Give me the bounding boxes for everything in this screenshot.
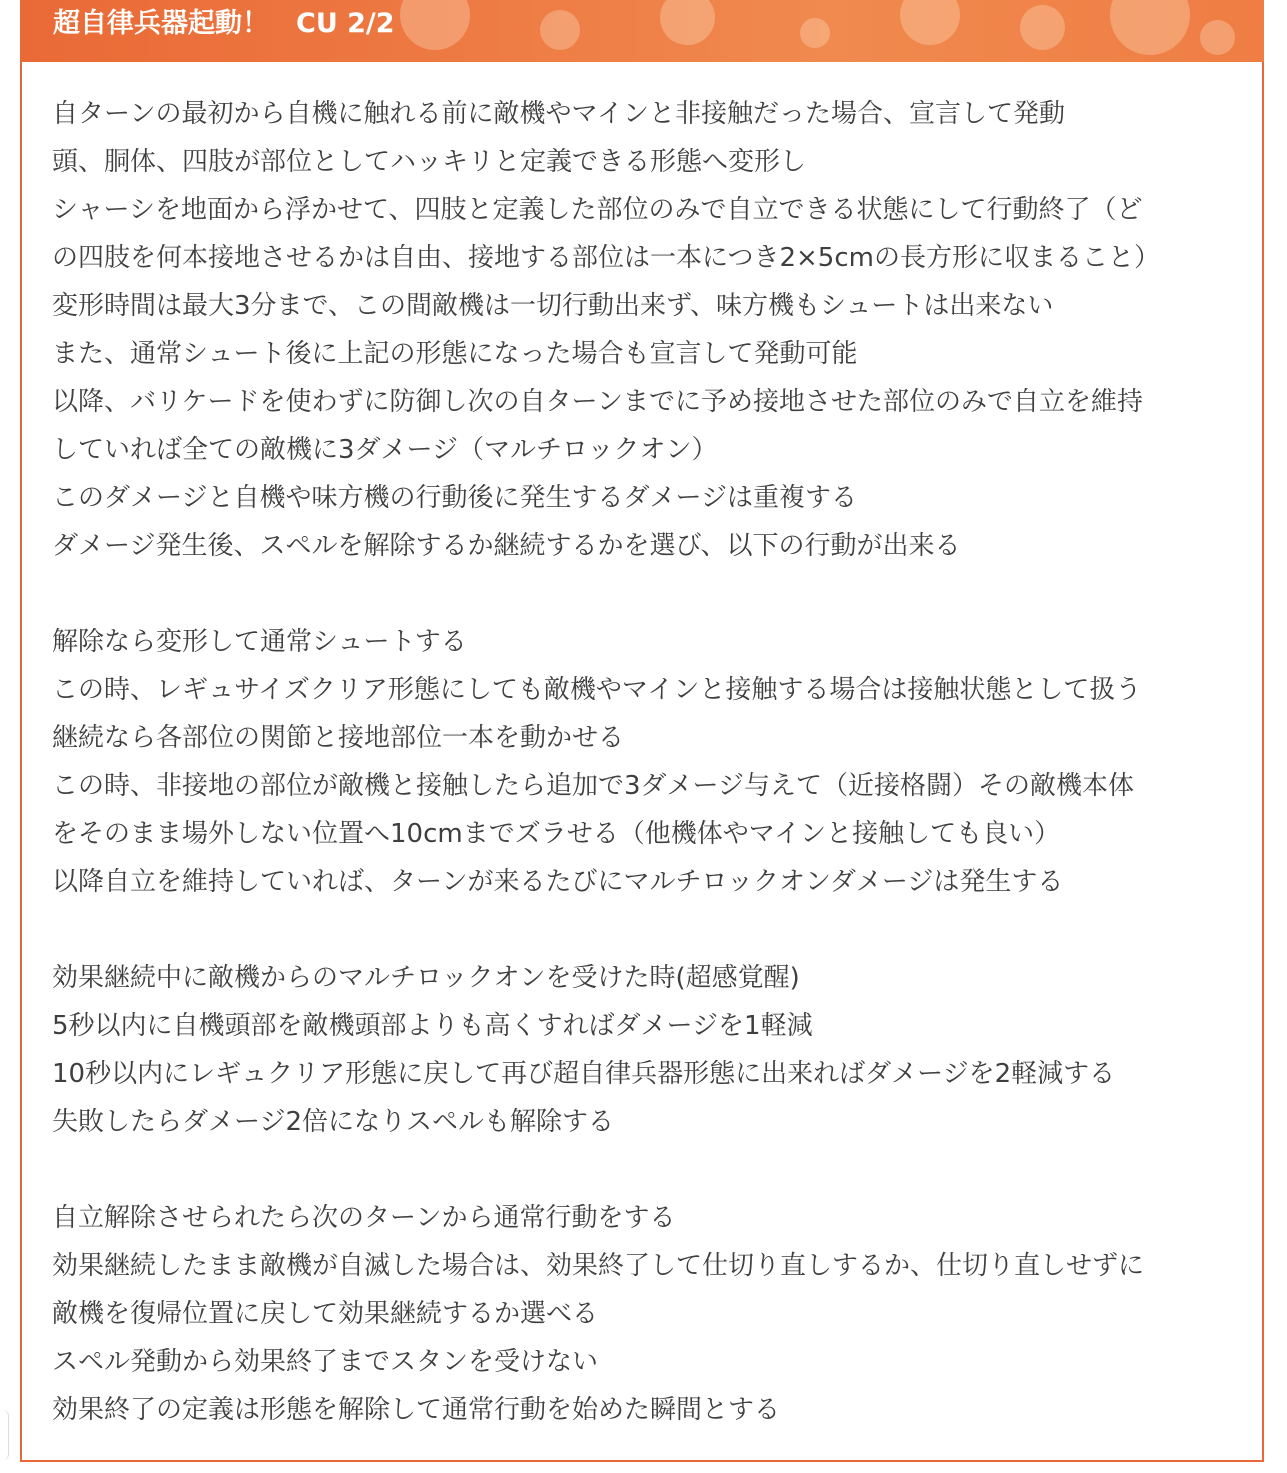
header-bokeh-decoration [400,0,470,50]
text-line: 頭、胴体、四肢が部位としてハッキリと定義できる形態へ変形し [52,147,807,177]
text-line: 自立解除させられたら次のターンから通常行動をする [52,1203,676,1233]
header-bokeh-decoration [1020,5,1065,50]
paragraph [52,1194,1252,1434]
page-edge-marker [0,1410,9,1460]
card-title: 超自律兵器起動！ CU 2/2 [53,8,395,39]
header-bokeh-decoration [800,18,830,48]
text-line: 以降、バリケードを使わずに防御し次の自ターンまでに予め接地させた部位のみで自立を維持 [52,387,1143,417]
paragraph-spacer [52,570,1252,618]
card-body [52,90,1252,1434]
paragraph [52,954,1252,1146]
text-line: 自ターンの最初から自機に触れる前に敵機やマインと非接触だった場合、宣言して発動 [52,99,1065,129]
text-line: 効果継続中に敵機からのマルチロックオンを受けた時(超感覚醒) [52,963,800,993]
text-line: シャーシを地面から浮かせて、四肢と定義した部位のみで自立できる状態にして行動終了（ど [52,195,1143,225]
content-card [20,0,1264,1462]
paragraph [52,90,1252,570]
text-line: このダメージと自機や味方機の行動後に発生するダメージは重複する [52,483,857,513]
text-line: スペル発動から効果終了までスタンを受けない [52,1347,599,1377]
text-line: この時、レギュサイズクリア形態にしても敵機やマインと接触する場合は接触状態として扱う [52,675,1142,705]
header-bokeh-decoration [1110,0,1190,55]
text-line: 解除なら変形して通常シュートする [52,627,467,657]
header-bokeh-decoration [540,10,580,50]
text-line: していれば全ての敵機に3ダメージ（マルチロックオン） [52,435,718,465]
text-line: 10秒以内にレギュクリア形態に戻して再び超自律兵器形態に出来ればダメージを2軽減する [52,1059,1116,1089]
text-line: この時、非接地の部位が敵機と接触したら追加で3ダメージ与えて（近接格闘）その敵機本体 [52,771,1135,801]
paragraph-spacer [52,1146,1252,1194]
text-line: 5秒以内に自機頭部を敵機頭部よりも高くすればダメージを1軽減 [52,1011,813,1041]
text-line: の四肢を何本接地させるかは自由、接地する部位は一本につき2×5cmの長方形に収まること） [52,243,1160,273]
text-line: ダメージ発生後、スペルを解除するか継続するかを選び、以下の行動が出来る [52,531,961,561]
text-line: 変形時間は最大3分まで、この間敵機は一切行動出来ず、味方機もシュートは出来ない [52,291,1054,321]
header-bokeh-decoration [900,0,960,45]
text-line: 敵機を復帰位置に戻して効果継続するか選べる [52,1299,599,1329]
text-line: 失敗したらダメージ2倍になりスペルも解除する [52,1107,615,1137]
text-line: 以降自立を維持していれば、ターンが来るたびにマルチロックオンダメージは発生する [52,867,1064,897]
header-bokeh-decoration [660,0,715,45]
paragraph-spacer [52,906,1252,954]
card-header [20,0,1264,62]
text-line: をそのまま場外しない位置へ10cmまでズラせる（他機体やマインと接触しても良い） [52,819,1061,849]
paragraph [52,618,1252,906]
text-line: また、通常シュート後に上記の形態になった場合も宣言して発動可能 [52,339,858,369]
header-bokeh-decoration [1200,20,1235,55]
text-line: 継続なら各部位の関節と接地部位一本を動かせる [52,723,625,753]
text-line: 効果継続したまま敵機が自滅した場合は、効果終了して仕切り直しするか、仕切り直しせずに [52,1251,1145,1281]
text-line: 効果終了の定義は形態を解除して通常行動を始めた瞬間とする [52,1395,781,1425]
